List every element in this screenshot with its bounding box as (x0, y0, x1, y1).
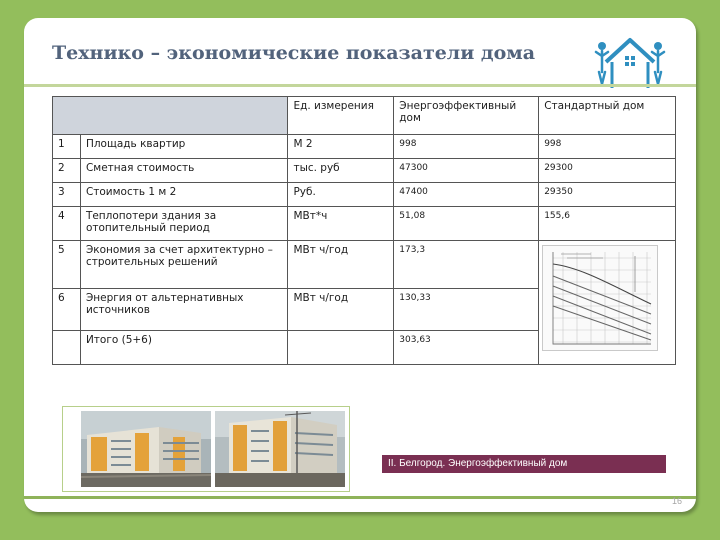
indicators-table (52, 96, 676, 365)
slide (24, 18, 696, 512)
row-number: 5 (53, 241, 81, 289)
row-efficient-value: 51,08 (394, 207, 539, 241)
table-row (53, 207, 676, 241)
family-house-logo-icon (594, 32, 666, 92)
row-unit: МВт ч/год (288, 289, 394, 331)
table-row (53, 159, 676, 183)
row-number (53, 331, 81, 365)
row-name: Площадь квартир (80, 135, 288, 159)
row-standard-value: 155,6 (539, 207, 676, 241)
row-efficient-value: 173,3 (394, 241, 539, 289)
row-name: Стоимость 1 м 2 (80, 183, 288, 207)
row-number: 6 (53, 289, 81, 331)
header-standard-house: Стандартный дом (539, 97, 676, 135)
row-number: 2 (53, 159, 81, 183)
bottom-divider (24, 496, 696, 499)
table-row (53, 135, 676, 159)
title-divider (24, 84, 696, 87)
energy-chart-cell (539, 241, 676, 365)
table-row (53, 183, 676, 207)
photo-frame (62, 406, 350, 492)
energy-chart-thumbnail (542, 245, 658, 351)
row-unit: М 2 (288, 135, 394, 159)
row-efficient-value: 303,63 (394, 331, 539, 365)
header-blank-cell (53, 97, 288, 135)
row-number: 1 (53, 135, 81, 159)
row-unit: МВт*ч (288, 207, 394, 241)
row-number: 4 (53, 207, 81, 241)
row-efficient-value: 47400 (394, 183, 539, 207)
row-unit (288, 331, 394, 365)
row-efficient-value: 998 (394, 135, 539, 159)
row-name: Энергия от альтернативных источников (80, 289, 288, 331)
photo-caption: II. Белгород. Энергоэффективный дом (382, 455, 666, 473)
slide-title: Технико – экономические показатели дома (52, 42, 536, 64)
table-row (53, 241, 676, 289)
row-name: Экономия за счет архитектурно – строительных решений (80, 241, 288, 289)
table-header-row (53, 97, 676, 135)
row-unit: Руб. (288, 183, 394, 207)
row-name: Итого (5+6) (80, 331, 288, 365)
building-photo-1 (81, 411, 211, 487)
row-number: 3 (53, 183, 81, 207)
header-unit: Ед. измерения (288, 97, 394, 135)
row-standard-value: 29350 (539, 183, 676, 207)
row-efficient-value: 47300 (394, 159, 539, 183)
header-efficient-house: Энергоэффективный дом (394, 97, 539, 135)
row-efficient-value: 130,33 (394, 289, 539, 331)
row-standard-value: 29300 (539, 159, 676, 183)
building-photo-2 (215, 411, 345, 487)
row-unit: МВт ч/год (288, 241, 394, 289)
row-unit: тыс. руб (288, 159, 394, 183)
row-name: Сметная стоимость (80, 159, 288, 183)
row-name: Теплопотери здания за отопительный период (80, 207, 288, 241)
page-number: 16 (672, 496, 683, 506)
row-standard-value: 998 (539, 135, 676, 159)
